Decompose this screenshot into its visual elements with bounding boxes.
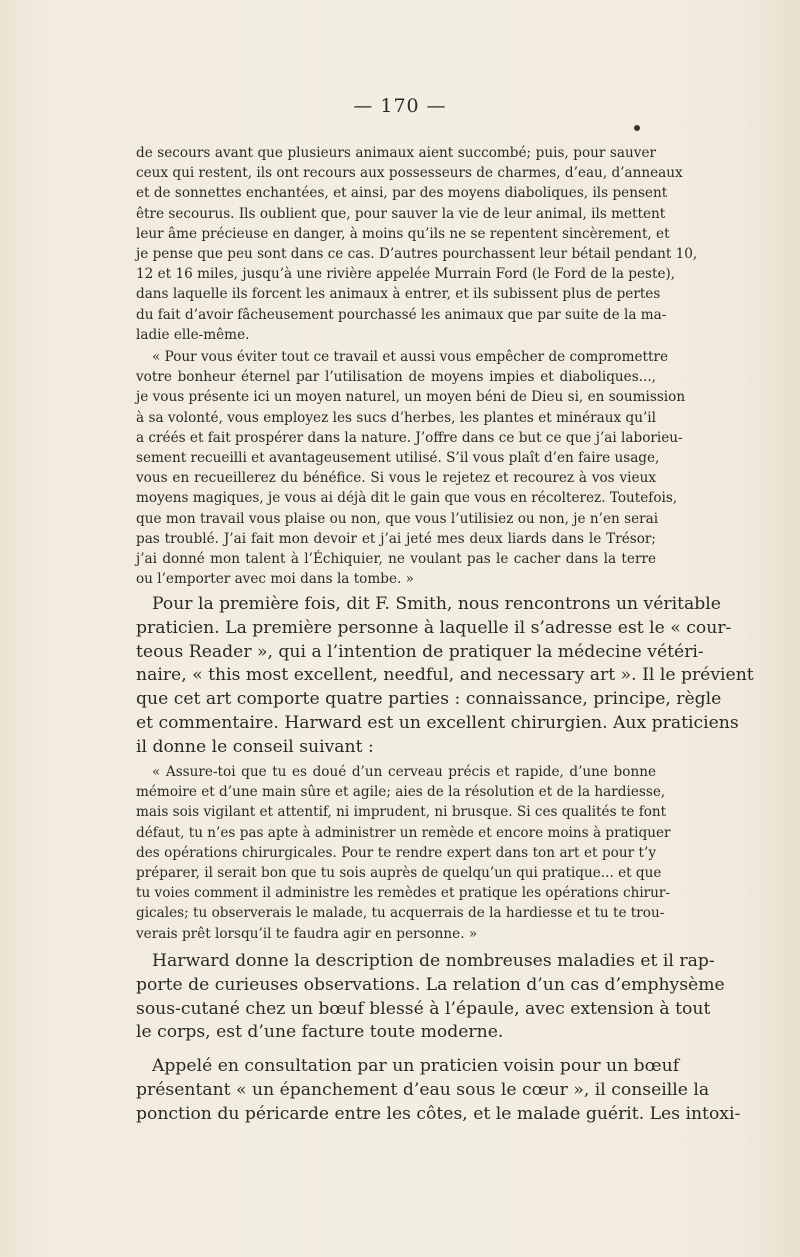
text-line: il donne le conseil suivant : — [136, 736, 374, 757]
page-number: — 170 — — [353, 95, 447, 117]
paragraph-6 — [136, 1055, 741, 1126]
text-line: pas troublé. J’ai fait mon devoir et j’ai jeté mes deux liards dans le Trésor; — [136, 530, 656, 547]
text-line: teous Reader », qui a l’intention de pratiquer la médecine vétéri- — [136, 641, 704, 662]
text-line: j’ai donné mon talent à l’Échiquier, ne voulant pas le cacher dans la terre — [136, 551, 656, 568]
text-line: et de sonnettes enchantées, et ainsi, par des moyens diaboliques, ils pensent — [136, 185, 668, 202]
paragraph-3 — [136, 593, 754, 760]
text-line: porte de curieuses observations. La relation d’un cas d’emphysème — [136, 974, 725, 995]
text-line: je vous présente ici un moyen naturel, un moyen béni de Dieu si, en soumission — [136, 389, 686, 406]
text-line: Pour la première fois, dit F. Smith, nous rencontrons un véritable — [152, 594, 721, 614]
text-line: moyens magiques, je vous ai déjà dit le gain que vous en récolterez. Toutefois, — [136, 490, 678, 507]
text-line: naire, « this most excellent, needful, and necessary art ». Il le prévient — [136, 665, 754, 686]
text-line: votre bonheur éternel par l’utilisation de moyens impies et diaboliques..., — [136, 369, 656, 386]
text-line: être secourus. Ils oublient que, pour sauver la vie de leur animal, ils mettent — [136, 205, 666, 222]
text-line: de secours avant que plusieurs animaux aient succombé; puis, pour sauver — [136, 145, 656, 161]
text-line: ceux qui restent, ils ont recours aux possesseurs de charmes, d’eau, d’anneaux — [136, 165, 683, 182]
text-line: présentant « un épanchement d’eau sous le cœur », il conseille la — [136, 1079, 710, 1100]
text-line: tu voies comment il administre les remèdes et pratique les opérations chirur- — [136, 885, 671, 902]
text-line: défaut, tu n’es pas apte à administrer un remède et encore moins à pratiquer — [136, 824, 671, 841]
text-line: Appelé en consultation par un praticien voisin pour un bœuf — [152, 1056, 680, 1076]
text-line: ponction du péricarde entre les côtes, et le malade guérit. Les intoxi- — [136, 1103, 741, 1124]
text-line: à sa volonté, vous employez les sucs d’herbes, les plantes et minéraux qu’il — [136, 409, 656, 426]
text-line: des opérations chirurgicales. Pour te rendre expert dans ton art et pour t’y — [136, 844, 656, 861]
paragraph-2-quote — [136, 347, 686, 589]
text-line: verais prêt lorsqu’il te faudra agir en personne. » — [136, 925, 478, 942]
text-line: mais sois vigilant et attentif, ni imprudent, ni brusque. Si ces qualités te font — [136, 804, 667, 821]
text-line: praticien. La première personne à laquelle il s’adresse est le « cour- — [136, 617, 732, 638]
text-line: dans laquelle ils forcent les animaux à entrer, et ils subissent plus de pertes — [136, 286, 661, 303]
text-line: vous en recueillerez du bénéfice. Si vous le rejetez et recourez à vos vieux — [136, 470, 656, 487]
text-line: ou l’emporter avec moi dans la tombe. » — [136, 571, 414, 588]
text-line: que cet art comporte quatre parties : connaissance, principe, règle — [136, 689, 722, 710]
text-line: mémoire et d’une main sûre et agile; aies de la résolution et de la hardiesse, — [136, 784, 666, 801]
text-line: Harward donne la description de nombreuses maladies et il rap- — [152, 951, 715, 971]
text-line: 12 et 16 miles, jusqu’à une rivière appelée Murrain Ford (le Ford de la peste), — [136, 266, 676, 283]
ink-speck — [634, 125, 640, 131]
text-line: a créés et fait prospérer dans la nature. J’offre dans ce but ce que j’ai laborieu- — [136, 429, 683, 446]
text-line: préparer, il serait bon que tu sois auprès de quelqu’un qui pratique... et que — [136, 865, 662, 882]
text-line: sous-cutané chez un bœuf blessé à l’épaule, avec extension à tout — [136, 998, 711, 1019]
text-line: sement recueilli et avantageusement utilisé. S’il vous plaît d’en faire usage, — [136, 450, 660, 467]
text-line: et commentaire. Harward est un excellent chirurgien. Aux praticiens — [136, 712, 739, 733]
text-line: le corps, est d’une facture toute moderne. — [136, 1022, 504, 1043]
text-line: gicales; tu observerais le malade, tu acquerrais de la hardiesse et tu te trou- — [136, 905, 665, 922]
paragraph-4-quote — [136, 762, 671, 944]
text-line: « Pour vous éviter tout ce travail et aussi vous empêcher de compromettre — [152, 349, 669, 365]
paragraph-1 — [136, 143, 698, 345]
text-line: je pense que peu sont dans ce cas. D’autres pourchassent leur bétail pendant 10, — [136, 246, 698, 263]
text-line: que mon travail vous plaise ou non, que vous l’utilisiez ou non, je n’en serai — [136, 510, 659, 527]
text-line: du fait d’avoir fâcheusement pourchassé les animaux que par suite de la ma- — [136, 306, 667, 323]
text-line: « Assure-toi que tu es doué d’un cerveau précis et rapide, d’une bonne — [152, 764, 656, 780]
text-line: leur âme précieuse en danger, à moins qu’ils ne se repentent sincèrement, et — [136, 225, 670, 242]
text-line: ladie elle-même. — [136, 326, 250, 343]
paragraph-5 — [136, 950, 725, 1045]
